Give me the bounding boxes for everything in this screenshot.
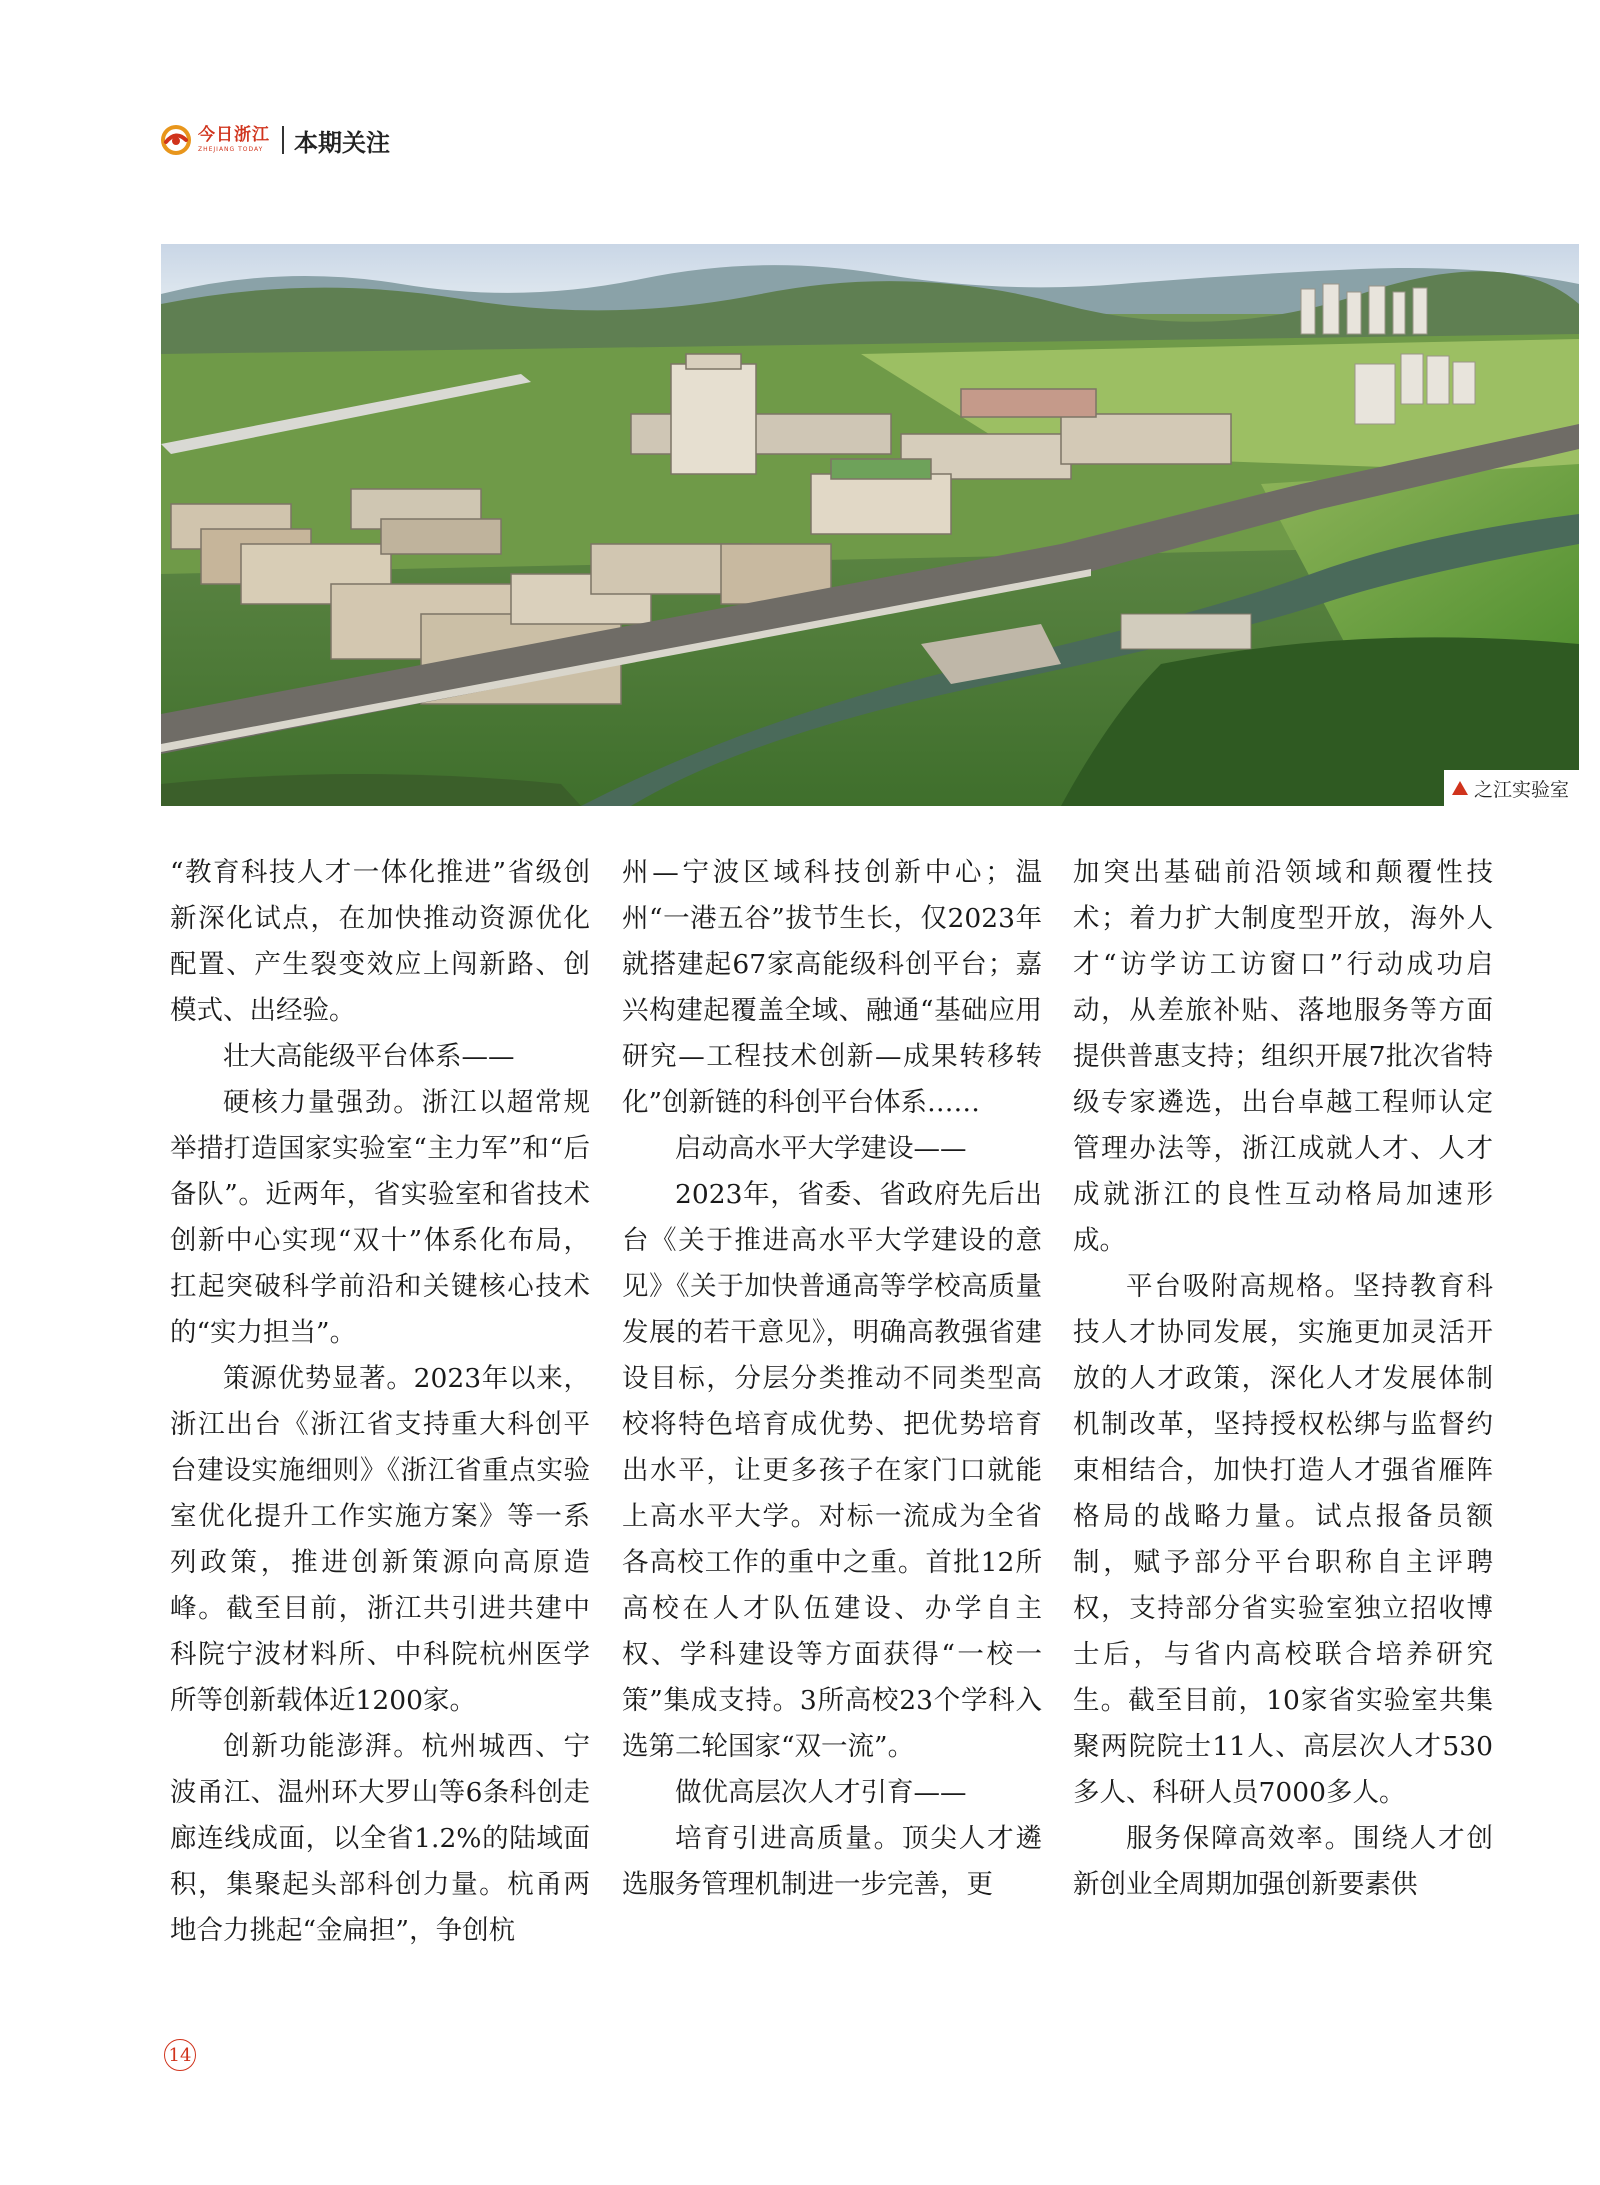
text-column-3 bbox=[1073, 850, 1493, 1908]
paragraph: 策源优势显著。2023年以来，浙江出台《浙江省支持重大科创平台建设实施细则》《浙江省重点实验室优化提升工作实施方案》等一系列政策，推进创新策源向高原造峰。截至目前，浙江共引进共建中科院宁波材料所、中科院杭州医学所等创新载体近1200家。 bbox=[170, 1363, 590, 1716]
paragraph: 州—宁波区域科技创新中心；温州“一港五谷”拔节生长，仅2023年就搭建起67家高能级科创平台；嘉兴构建起覆盖全域、融通“基础应用研究—工程技术创新—成果转移转化”创新链的科创平台体系…… bbox=[622, 857, 1042, 1118]
text-column-1 bbox=[170, 850, 590, 1954]
subheading: 壮大高能级平台体系—— bbox=[223, 1041, 515, 1072]
subheading: 启动高水平大学建设—— bbox=[675, 1133, 967, 1164]
caption-text: 之江实验室 bbox=[1473, 778, 1569, 801]
text-column-2 bbox=[622, 850, 1042, 1908]
photo-caption bbox=[1444, 770, 1579, 806]
paragraph: 创新功能澎湃。杭州城西、宁波甬江、温州环大罗山等6条科创走廊连线成面，以全省1.2%的陆域面积，集聚起头部科创力量。杭甬两地合力挑起“金扁担”，争创杭 bbox=[170, 1731, 590, 1946]
logo-text bbox=[198, 127, 270, 153]
paragraph: 2023年，省委、省政府先后出台《关于推进高水平大学建设的意见》《关于加快普通高等学校高质量发展的若干意见》，明确高教强省建设目标，分层分类推动不同类型高校将特色培育成优势、把优势培育出水平，让更多孩子在家门口就能上高水平大学。对标一流成为全省各高校工作的重中之重。首批12所高校在人才队伍建设、办学自主权、学科建设等方面获得“一校一策”集成支持。3所高校23个学科入选第二轮国家“双一流”。 bbox=[622, 1179, 1042, 1762]
paragraph: 平台吸附高规格。坚持教育科技人才协同发展，实施更加灵活开放的人才政策，深化人才发展体制机制改革，坚持授权松绑与监督约束相结合，加快打造人才强省雁阵格局的战略力量。试点报备员额制，赋予部分平台职称自主评聘权，支持部分省实验室独立招收博士后，与省内高校联合培养研究生。截至目前，10家省实验室共集聚两院院士11人、高层次人才530多人、科研人员7000多人。 bbox=[1073, 1271, 1493, 1808]
caption-triangle-icon bbox=[1452, 781, 1468, 795]
paragraph: 加突出基础前沿领域和颠覆性技术；着力扩大制度型开放，海外人才“访学访工访窗口”行动成功启动，从差旅补贴、落地服务等方面提供普惠支持；组织开展7批次省特级专家遴选，出台卓越工程师认定管理办法等，浙江成就人才、人才成就浙江的良性互动格局加速形成。 bbox=[1073, 857, 1493, 1256]
logo-icon bbox=[160, 124, 192, 156]
page-number: 14 bbox=[164, 2039, 196, 2071]
logo-english: ZHEJIANG TODAY bbox=[198, 146, 264, 153]
aerial-photo-illustration bbox=[161, 244, 1579, 806]
paragraph: 硬核力量强劲。浙江以超常规举措打造国家实验室“主力军”和“后备队”。近两年，省实验室和省技术创新中心实现“双十”体系化布局，扛起突破科学前沿和关键核心技术的“实力担当”。 bbox=[170, 1087, 590, 1348]
header-divider bbox=[282, 126, 284, 154]
paragraph: “教育科技人才一体化推进”省级创新深化试点，在加快推动资源优化配置、产生裂变效应上闯新路、创模式、出经验。 bbox=[170, 857, 590, 1026]
subheading: 做优高层次人才引育—— bbox=[675, 1777, 967, 1808]
page-header bbox=[160, 120, 390, 160]
logo-chinese: 今日浙江 bbox=[198, 125, 270, 145]
paragraph: 服务保障高效率。围绕人才创新创业全周期加强创新要素供 bbox=[1073, 1823, 1493, 1900]
aerial-photo bbox=[161, 244, 1579, 806]
paragraph: 培育引进高质量。顶尖人才遴选服务管理机制进一步完善，更 bbox=[622, 1823, 1042, 1900]
section-title: 本期关注 bbox=[294, 128, 390, 157]
